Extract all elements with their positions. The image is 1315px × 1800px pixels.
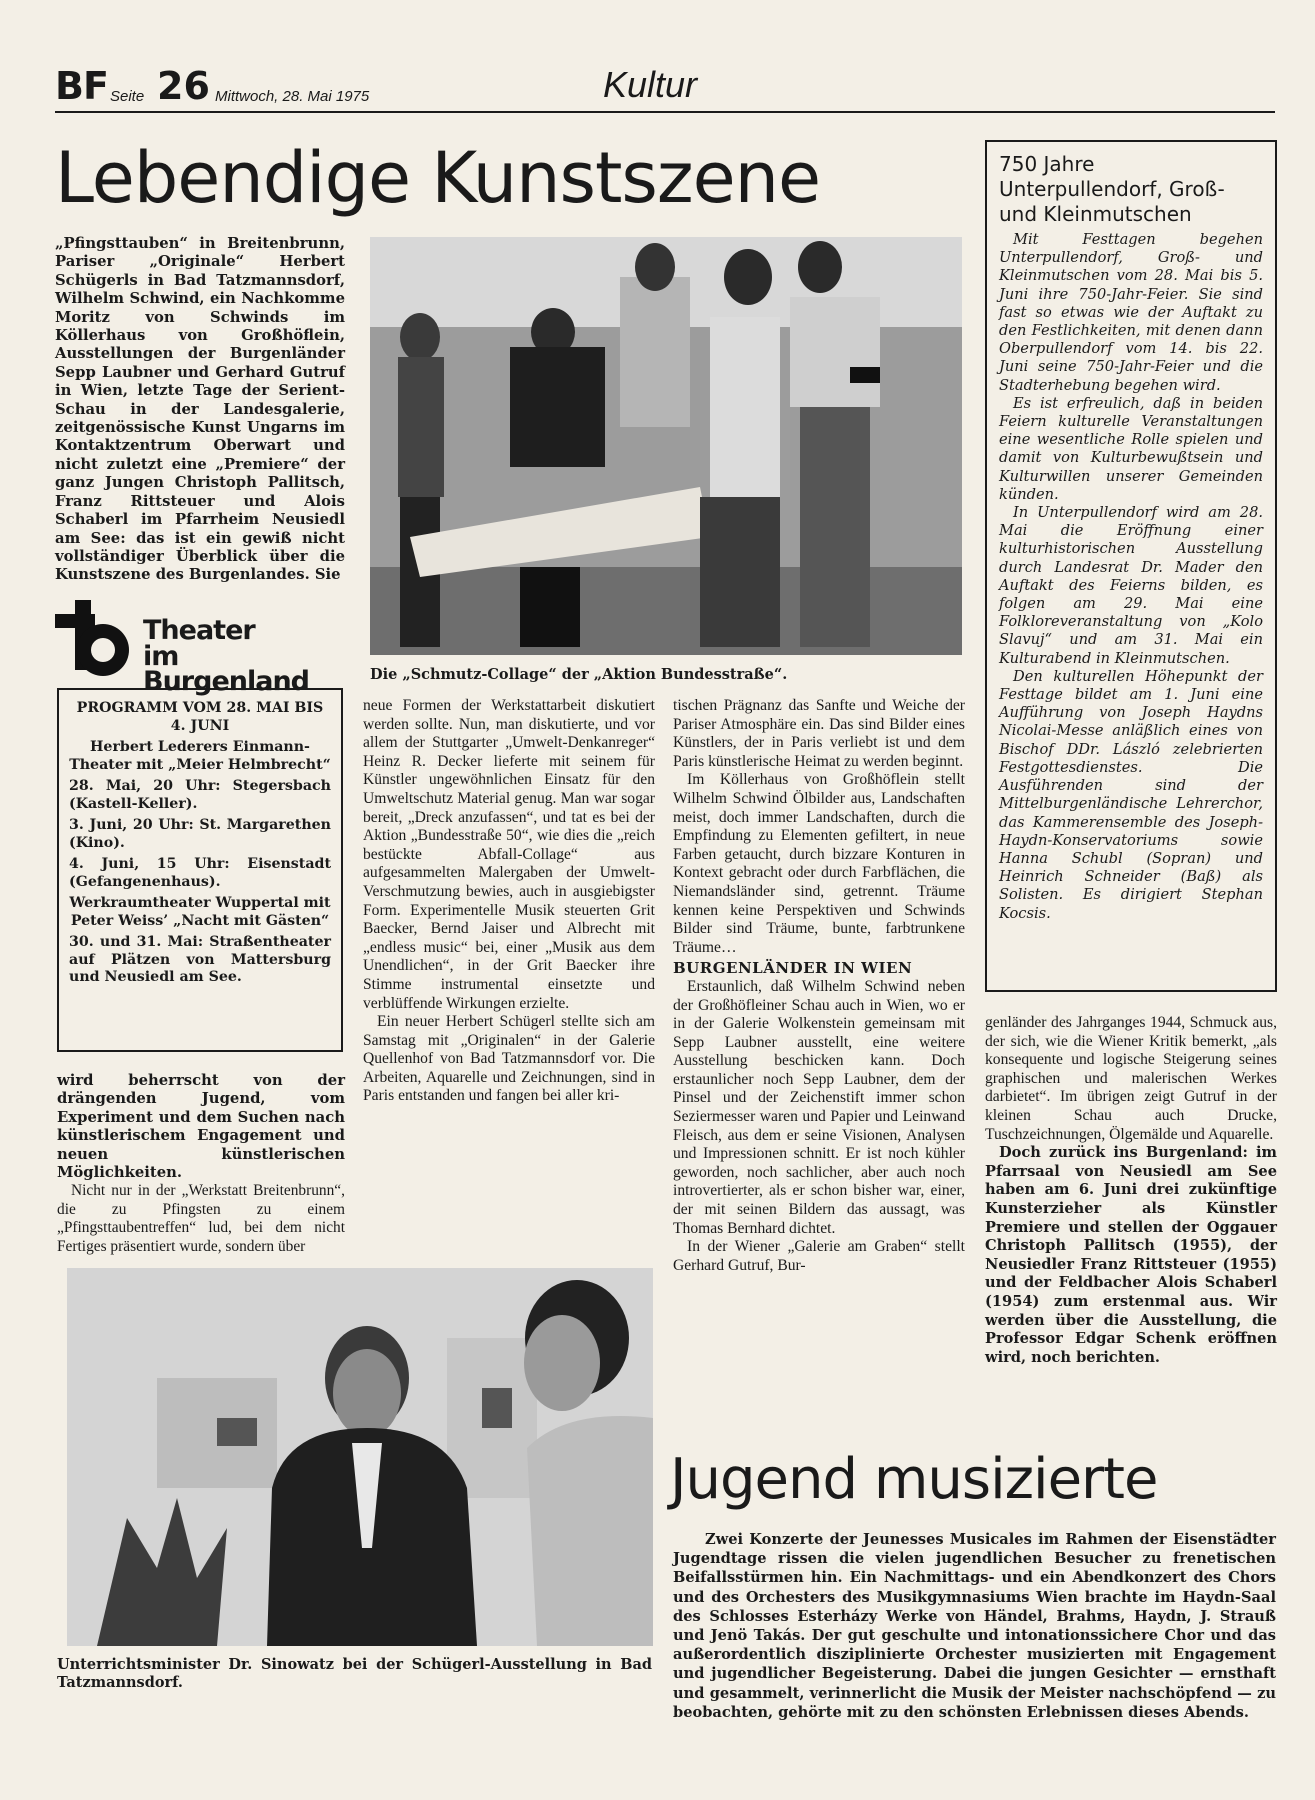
theater-logo-line2: im Burgenland xyxy=(143,641,310,697)
article-paragraph: Nicht nur in der „Werkstatt Breitenbrunn“, die zu Pfingsten zu einem „Pfingsttaubentreffen“ lud, bei dem nicht Fertiges präsentiert wurde, sondern über xyxy=(57,1182,345,1255)
article-col4 xyxy=(985,1014,1277,1367)
photo-bottom-caption: Unterrichtsminister Dr. Sinowatz bei der Schügerl-Ausstellung in Bad Tatzmannsdorf. xyxy=(57,1656,652,1691)
photo-sinowatz xyxy=(67,1268,653,1646)
issue-date: Mittwoch, 28. Mai 1975 xyxy=(215,88,370,105)
sidebar-paragraph: Mit Festtagen begehen Unterpullendorf, Groß- und Kleinmutschen vom 28. Mai bis 5. Juni ihre 750-Jahr-Feier. Sie sind fast so etwas wie der Auftakt zu den Festlichkeiten, mit denen dann Oberpullendorf vom 14. bis 22. Juni seine 750-Jahr-Feier und die Stadterhebung begehen wird. xyxy=(999,231,1263,394)
program-item: 30. und 31. Mai: Straßentheater auf Plätzen von Mattersburg und Neusiedl am See. xyxy=(69,934,331,985)
page-label: Seite xyxy=(110,88,145,105)
article-paragraph: Doch zurück ins Burgenland: im Pfarrsaal von Neusiedl am See haben am 6. Juni drei zukünftige Kunsterzieher als Künstler Premiere und stellen der Oggauer Christoph Pallitsch (1955), der Neusiedler Franz Rittsteuer (1955) und der Feldbacher Alois Schaberl (1954) zum erstenmal aus. Wir werden über die Ausstellung, die Professor Edgar Schenk eröffnen wird, noch berichten. xyxy=(985,1144,1277,1366)
program-item: Werkraumtheater Wuppertal mit Peter Weiss’ „Nacht mit Gästen“ xyxy=(69,895,331,929)
article-paragraph: In der Wiener „Galerie am Graben“ stellt Gerhard Gutruf, Bur- xyxy=(673,1238,965,1274)
masthead-rule xyxy=(55,111,1275,113)
photo-sinowatz-image xyxy=(67,1268,653,1646)
article-col1 xyxy=(57,1072,345,1256)
photo-top-caption: Die „Schmutz-Collage“ der „Aktion Bundesstraße“. xyxy=(370,666,788,683)
sidebar-paragraph: Es ist erfreulich, daß in beiden Feiern kulturelle Veranstaltungen eine wesentliche Rolle spielen und damit von Kulturbewußtsein und Kulturwillen unserer Gemeinden künden. xyxy=(999,394,1263,503)
theater-program-box xyxy=(57,688,343,1052)
article-paragraph: tischen Prägnanz das Sanfte und Weiche der Pariser Atmosphäre ein. Das sind Bilder eines Künstlers, der in Paris verliebt ist und dem Paris künstlerische Heimat zu werden beginnt. xyxy=(673,697,965,770)
program-item: 4. Juni, 15 Uhr: Eisenstadt (Gefangenenhaus). xyxy=(69,856,331,890)
photo-schmutz-collage-image xyxy=(370,237,962,655)
second-headline: Jugend musizierte xyxy=(670,1447,1158,1512)
article-col3 xyxy=(673,697,965,1275)
article-paragraph: genländer des Jahrganges 1944, Schmuck aus, der sich, wie die Wiener Kritik bemerkt, „als konsequente und logische Steigerung seines graphischen und malerischen Werkes darbietet“. Im übrigen zeigt Gutruf in der kleinen Schau auch Drucke, Tuschzeichnungen, Ölgemälde und Aquarelle. xyxy=(985,1014,1277,1143)
article-paragraph: Erstaunlich, daß Wilhelm Schwind neben der Großhöfleiner Schau auch in Wien, wo er in der Galerie Wolkenstein gemeinsam mit Sepp Laubner ausstellt, eine weitere Ausstellung beschicken kann. Doch erstaunlicher noch Sepp Laubner, dem der Pinsel und der Zeichenstift immer schon Seziermesser waren und Papier und Leinwand Fleisch, aus dem er seine Visionen, Analysen und Impressionen schnitt. Er ist noch kühler geworden, noch sachlicher, aber auch noch introvertierter, als er schon bisher war, einer, der mit seinen Bildern das aussagt, was Thomas Bernhard dichtet. xyxy=(673,977,965,1237)
article-col2 xyxy=(363,697,655,1106)
article-paragraph: wird beherrscht von der drängenden Jugend, vom Experiment und dem Suchen nach künstlerischem Engagement und neuen künstlerischen Möglichkeiten. xyxy=(57,1072,345,1182)
second-article-body: Zwei Konzerte der Jeunesses Musicales im Rahmen der Eisenstädter Jugendtage rissen die vielen jugendlichen Besucher zu frenetischen Beifallsstürmen hin. Ein Nachmittags- und ein Abendkonzert des Chors und des Orchesters des Musikgymnasiums Wien brachte im Haydn-Saal des Schlosses Esterházy Werke von Händel, Brahms, Haydn, J. Strauß und Jenö Takás. Der gut geschulte und intonationssichere Chor und das außerordentlich disziplinierte Orchester musizierten mit Engagement und jugendlicher Begeisterung. Dabei die jungen Gesichter — ernsthaft und gesammelt, verinnerlicht die Musik der Meister nachschöpfend — zu beobachten, gehörte mit zu den schönsten Erlebnissen dieses Abends. xyxy=(673,1531,1276,1721)
theater-logo-icon xyxy=(55,600,137,680)
sidebar-body xyxy=(999,231,1263,923)
program-item: Herbert Lederers Einmann-Theater mit „Meier Helmbrecht“ xyxy=(69,739,331,773)
article-paragraph: Ein neuer Herbert Schügerl stellte sich am Samstag mit „Originalen“ in der Galerie Quellenhof von Bad Tatzmannsdorf vor. Die Arbeiten, Aquarelle und Zeichnungen, sind in Paris entstanden und fangen bei aller kri- xyxy=(363,1013,655,1105)
article-lead: „Pfingsttauben“ in Breitenbrunn, Pariser „Originale“ Herbert Schügerls in Bad Tatzmannsdorf, Wilhelm Schwind, ein Nachkomme Moritz von Schwinds im Köllerhaus von Großhöflein, Ausstellungen der Burgenländer Sepp Laubner und Gerhard Gutruf in Wien, letzte Tage der Serient-Schau in der Landesgalerie, zeitgenössische Kunst Ungarns im Kontaktzentrum Oberwart und nicht zuletzt eine „Premiere“ der ganz Jungen Christoph Pallitsch, Franz Rittsteuer und Alois Schaberl im Pfarrheim Neusiedl am See: das ist ein gewiß nicht vollständiger Überblick über die Kunstszene des Burgenlandes. Sie xyxy=(55,235,345,584)
photo-schmutz-collage xyxy=(370,237,962,655)
program-item: 28. Mai, 20 Uhr: Stegersbach (Kastell-Keller). xyxy=(69,778,331,812)
article-paragraph: neue Formen der Werkstattarbeit diskutiert werden sollte. Nun, man diskutierte, und vor allem der Stuttgarter „Umwelt-Denkanreger“ Heinz R. Decker lieferte mit seinem für Künstler ungewöhnlichen Einsatz für den Umweltschutz Material genug. Man war sogar bereit, „Dreck anzufassen“, und tat es bei der Aktion „Bundesstraße 50“, wie dies die „reich bestückte Abfall-Collage“ aus aufgesammelten Malergaben der Umwelt-Verschmutzung bewies, auch in ausgiebigster Form. Experimentelle Musik steuerten Grit Baecker, Bernd Jaiser und Albrecht mit „endless music“ bei, einer „Musik aus dem Unendlichen“, in der Grit Baecker ihre Stimme instrumental einsetzte und verblüffende Wirkungen erzielte. xyxy=(363,697,655,1012)
subheading-burgenlaender: BURGENLÄNDER IN WIEN xyxy=(673,959,913,978)
program-title: PROGRAMM VOM 28. MAI BIS 4. JUNI xyxy=(76,700,324,734)
program-item: 3. Juni, 20 Uhr: St. Margarethen (Kino). xyxy=(69,817,331,851)
sidebar-title: 750 Jahre Unterpullendorf, Groß- und Kleinmutschen xyxy=(999,152,1225,226)
brand-logo: BF xyxy=(55,64,108,108)
theater-logo-line1: Theater xyxy=(143,615,255,646)
sidebar-paragraph: In Unterpullendorf wird am 28. Mai die Eröffnung einer kulturhistorischen Ausstellung durch Landesrat Dr. Mader den Auftakt des Feierns bilden, es folgen am 29. Mai eine Folkloreveranstaltung von „Kolo Slavuj“ und am 31. Mai ein Kulturabend in Kleinmutschen. xyxy=(999,504,1263,667)
article-paragraph: Im Köllerhaus von Großhöflein stellt Wilhelm Schwind Ölbilder aus, Landschaften meist, doch immer Landschaften, durch die Empfindung zu Elementen gefiltert, in neue Farben getaucht, durch bizzare Konturen in Kontext gebracht oder durch Farbflächen, die Niemandsländer sind, getrennt. Träume kennen keine Perspektiven und Schwinds Bilder sind Träume, bunte, farbtrunkene Träume… xyxy=(673,771,965,956)
sidebar-paragraph: Den kulturellen Höhepunkt der Festtage bildet am 1. Juni eine Aufführung von Joseph Haydns Nicolai-Messe anläßlich eines von Bischof DDr. László zelebrierten Festgottesdienstes. Die Ausführenden sind der Mittelburgenländische Lehrerchor, das Kammerensemble des Joseph-Haydn-Konservatoriums sowie Hanna Schubl (Sopran) und Heinrich Schneider (Baß) als Solisten. Es dirigiert Stephan Kocsis. xyxy=(999,667,1263,922)
page-number: 26 xyxy=(157,64,210,108)
main-headline: Lebendige Kunstszene xyxy=(55,137,821,219)
theater-logo xyxy=(55,600,345,697)
sidebar-box xyxy=(985,140,1277,992)
section-title: Kultur xyxy=(603,64,698,105)
